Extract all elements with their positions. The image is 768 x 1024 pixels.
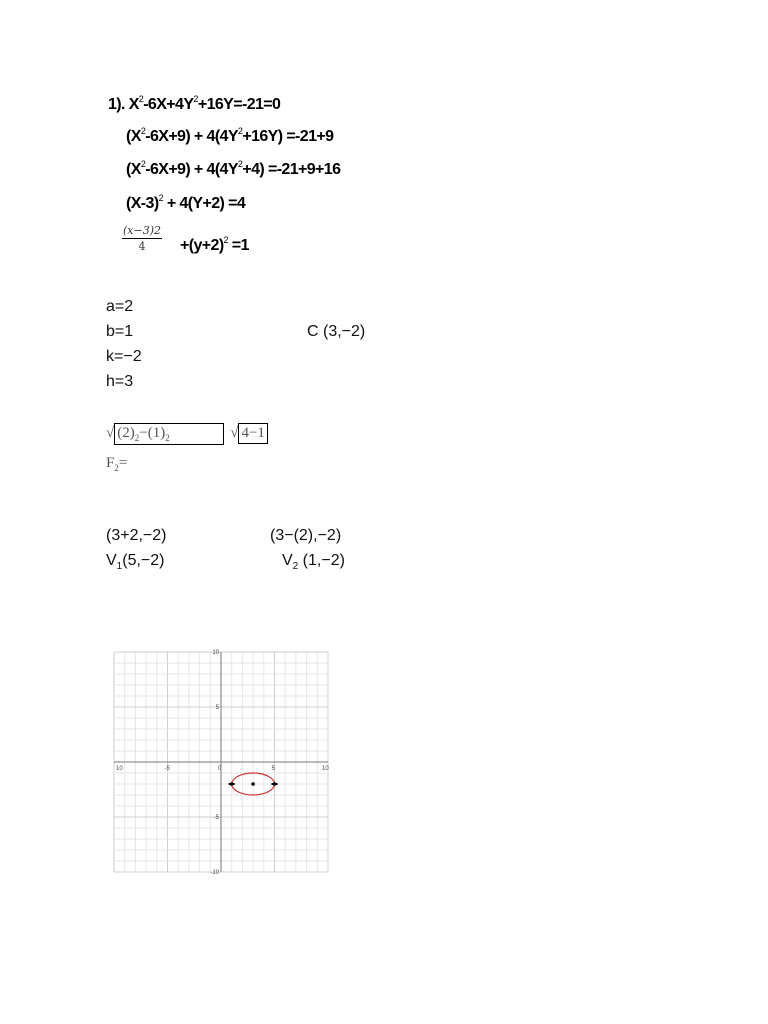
x-tick-label: 10	[116, 766, 123, 772]
param-k: k=−2	[106, 348, 142, 365]
radicand-box-2: 4−1	[238, 423, 267, 444]
y-tick-label: -5	[213, 815, 219, 821]
vertex-calc-1: (3+2,−2)	[106, 527, 167, 544]
param-b: b=1	[106, 323, 134, 340]
fraction-denominator: 4	[138, 240, 146, 253]
vertex-calc-2: (3−(2),−2)	[270, 527, 342, 544]
sqrt-symbol: √	[106, 425, 115, 441]
fraction	[122, 224, 162, 253]
step-2: $(X^2-6X+9) + 4(4Y^2+16Y) =-21+9$	[126, 126, 334, 145]
y-tick-label: 5	[215, 705, 219, 711]
radicand-box: $(2)_2-(1)_2$	[114, 423, 224, 445]
sqrt-symbol-2: √	[230, 425, 239, 441]
y-tick-label: 10	[212, 650, 219, 656]
data-point	[251, 782, 255, 786]
x-tick-label: 10	[322, 766, 329, 772]
vertex-1: $V_1(5,-2)$	[106, 552, 165, 573]
y-tick-label: -10	[210, 870, 219, 876]
vertex-2: $V_2$ (1,−2)	[282, 552, 345, 573]
f2-label: $F_2=$	[106, 455, 128, 473]
param-h: h=3	[106, 373, 134, 390]
x-tick-label: -5	[164, 766, 170, 772]
step-4: $(X-3)^2 + 4(Y+2) =4$	[126, 193, 246, 212]
ellipse-graph	[110, 648, 332, 876]
x-tick-label: 0	[218, 766, 222, 772]
focus-calc	[106, 423, 268, 445]
center: C (3,−2)	[307, 323, 366, 340]
step-3: $(X^2-6X+9) + 4(4Y^2+4) =-21+9+16$	[126, 159, 341, 178]
fraction-numerator: (x−3)2	[122, 224, 161, 237]
step-1: 1). $X^2-6X+4Y^2+16Y=-21=0$	[108, 94, 281, 113]
x-tick-label: 5	[271, 766, 275, 772]
param-a: a=2	[106, 298, 134, 315]
step-5: $+(y+2)^2 =1$	[180, 235, 249, 254]
